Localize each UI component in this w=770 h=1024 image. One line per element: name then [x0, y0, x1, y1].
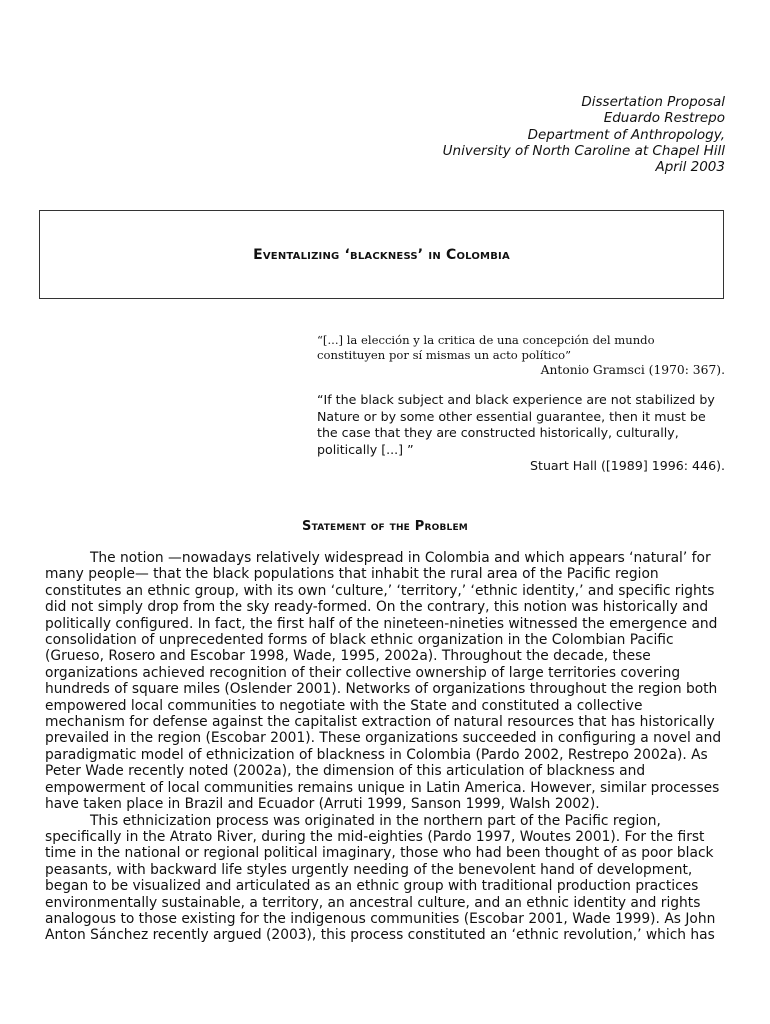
paragraph: This ethnicization process was originated in the northern part of the Pacific region, specifically in the Atrato River, during the mid-eighties (Pardo 1997, Woutes 2001). For the first time in the national or regional political imaginary, those who had been thought of as poor black peasants, with backward life styles urgently needing of the benevolent hand of development, began to be visualized and articulated as an ethnic group with traditional production practices environmentally sustainable, a territory, an ancestral culture, and an ethnic identity and rights analogous to those existing for the indigenous communities (Escobar 2001, Wade 1999). As John Anton Sánchez recently argued (2003), this process constituted an ‘ethnic revolution,’ which has — [45, 812, 716, 944]
paragraph: The notion —nowadays relatively widespread in Colombia and which appears ‘natural’ for many people— that the black populations that inhabit the rural area of the Pacific region constitutes an ethnic group, with its own ‘culture,’ ‘territory,’ ‘ethnic identity,’ and specific rights did not simply drop from the sky ready-formed. On the contrary, this notion was historically and politically configured. In fact, the first half of the nineteen-nineties witnessed the emergence and consolidation of unprecedented forms of black ethnic organization in the Colombian Pacific (Grueso, Rosero and Escobar 1998, Wade, 1995, 2002a). Throughout the decade, these organizations achieved recognition of their collective ownership of large territories covering hundreds of square miles (Oslender 2001). Networks of organizations throughout the region both empowered local communities to negotiate with the State and constituted a collective mechanism for defense against the capitalist extraction of natural resources that has historically prevailed in the region (Escobar 2001). These organizations succeeded in configuring a novel and paradigmatic model of ethnicization of blackness in Colombia (Pardo 2002, Restrepo 2002a). As Peter Wade recently noted (2002a), the dimension of this articulation of blackness and empowerment of local communities remains unique in Latin America. However, similar processes have taken place in Brazil and Ecuador (Arruti 1999, Sanson 1999, Walsh 2002). — [45, 550, 722, 813]
header-author: Eduardo Restrepo — [603, 110, 725, 127]
header-date: April 2003 — [655, 159, 725, 176]
body-text — [45, 550, 725, 944]
epigraph-hall — [317, 392, 725, 475]
epigraph-source: Stuart Hall ([1989] 1996: 446). — [530, 458, 725, 473]
header-university: University of North Caroline at Chapel Hill — [442, 142, 725, 159]
epigraph-source: Antonio Gramsci (1970: 367). — [540, 363, 725, 377]
section-heading: Statement of the Problem — [302, 519, 468, 534]
header-document-type: Dissertation Proposal — [581, 94, 725, 110]
epigraph-quote: “[...] la elección y la critica de una concepción del mundo constituyen por sí mismas un acto político” — [317, 333, 655, 362]
epigraph-quote: “If the black subject and black experience are not stabilized by Nature or by some other essential guarantee, then it must be the case that they are constructed historically, culturally, politically [...] ” — [317, 392, 715, 457]
document-header — [443, 94, 725, 175]
header-department: Department of Anthropology, — [527, 126, 725, 143]
epigraph-gramsci — [317, 333, 725, 378]
title-box — [39, 210, 724, 299]
document-title: Eventalizing ‘blackness’ in Colombia — [253, 246, 510, 263]
